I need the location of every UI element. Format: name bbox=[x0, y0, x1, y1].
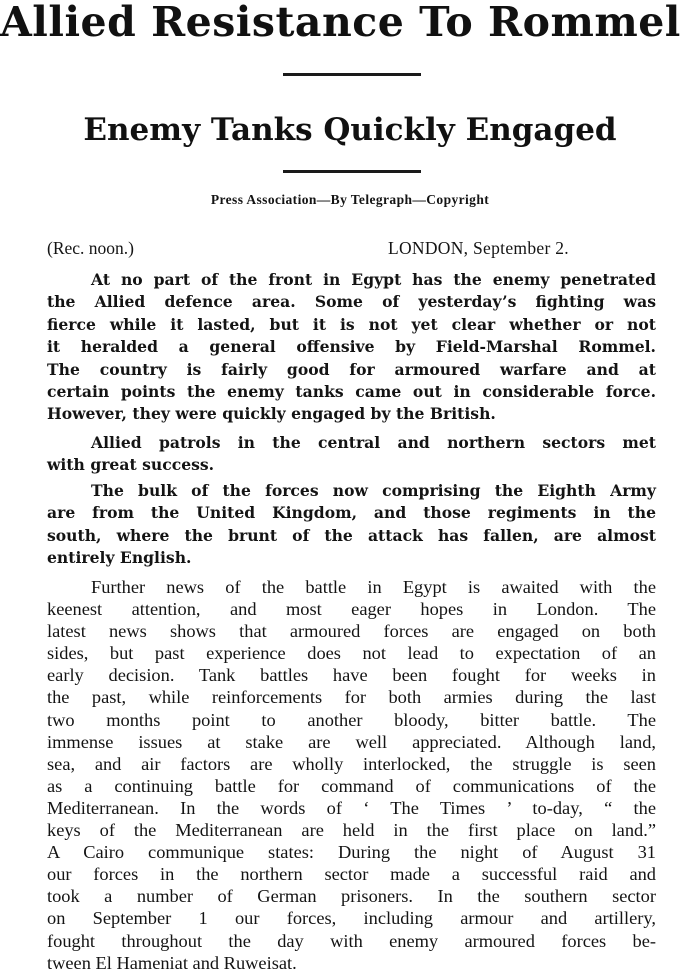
text-line: entirely English. bbox=[47, 548, 192, 568]
text-line: fought throughout the day with enemy armoured forces be- bbox=[47, 930, 656, 951]
headline-divider bbox=[283, 73, 421, 76]
text-line: sea, and air factors are wholly interlocked, the struggle is seen bbox=[47, 753, 656, 774]
text-line: The bulk of the forces now comprising the Eighth Army bbox=[91, 481, 656, 500]
text-line: are from the United Kingdom, and those regiments in the bbox=[47, 503, 656, 523]
text-line: certain points the enemy tanks came out in considerable force. bbox=[47, 382, 656, 402]
text-line: two months point to another bloody, bitter battle. The bbox=[47, 709, 656, 730]
text-line: fierce while it lasted, but it is not yet clear whether or not bbox=[47, 314, 656, 334]
subheadline-divider bbox=[283, 170, 421, 173]
text-line: keenest attention, and most eager hopes in London. The bbox=[47, 599, 656, 620]
text-line: immense issues at stake are well appreciated. Although land, bbox=[47, 731, 656, 752]
place-and-date: LONDON, September 2. bbox=[388, 238, 569, 258]
text-line: At no part of the front in Egypt has the enemy penetrated bbox=[91, 270, 656, 289]
text-line: south, where the brunt of the attack has fallen, are almost bbox=[47, 525, 656, 545]
text-line: Allied patrols in the central and northern sectors met bbox=[91, 433, 656, 452]
text-line: The country is fairly good for armoured warfare and at bbox=[47, 359, 656, 379]
received-time: (Rec. noon.) bbox=[47, 238, 134, 258]
text-line: with great success. bbox=[47, 455, 215, 475]
text-line: on September 1 our forces, including armour and artillery, bbox=[47, 908, 656, 929]
text-line: took a number of German prisoners. In the southern sector bbox=[47, 886, 656, 907]
paragraph-3 bbox=[47, 480, 656, 570]
text-line: keys of the Mediterranean are held in the first place on land.” bbox=[47, 820, 656, 841]
paragraph-4 bbox=[47, 576, 656, 974]
text-line: Further news of the battle in Egypt is awaited with the bbox=[91, 577, 656, 597]
text-line: the past, while reinforcements for both armies during the last bbox=[47, 687, 656, 708]
dateline bbox=[0, 235, 700, 261]
paragraph-1 bbox=[47, 269, 656, 426]
text-line: tween El Hameniat and Ruweisat. bbox=[47, 952, 297, 973]
text-line: the Allied defence area. Some of yesterday’s fighting was bbox=[47, 292, 656, 312]
press-credit: Press Association—By Telegraph—Copyright bbox=[210, 192, 490, 207]
text-line: However, they were quickly engaged by the British. bbox=[47, 404, 496, 424]
paragraph-2 bbox=[47, 432, 656, 477]
text-line: as a continuing battle for command of communications of the bbox=[47, 775, 656, 796]
text-line: latest news shows that armoured forces are engaged on both bbox=[47, 621, 656, 642]
subheadline: Enemy Tanks Quickly Engaged bbox=[83, 112, 617, 148]
text-line: our forces in the northern sector made a successful raid and bbox=[47, 864, 656, 885]
text-line: Mediterranean. In the words of ‘ The Times ’ to-day, “ the bbox=[47, 797, 656, 818]
text-line: early decision. Tank battles have been fought for weeks in bbox=[47, 665, 656, 686]
headline: Allied Resistance To Rommel bbox=[0, 0, 681, 46]
text-line: A Cairo communique states: During the night of August 31 bbox=[47, 842, 656, 863]
text-line: it heralded a general offensive by Field-Marshal Rommel. bbox=[47, 337, 656, 357]
text-line: sides, but past experience does not lead to expectation of an bbox=[47, 643, 656, 664]
